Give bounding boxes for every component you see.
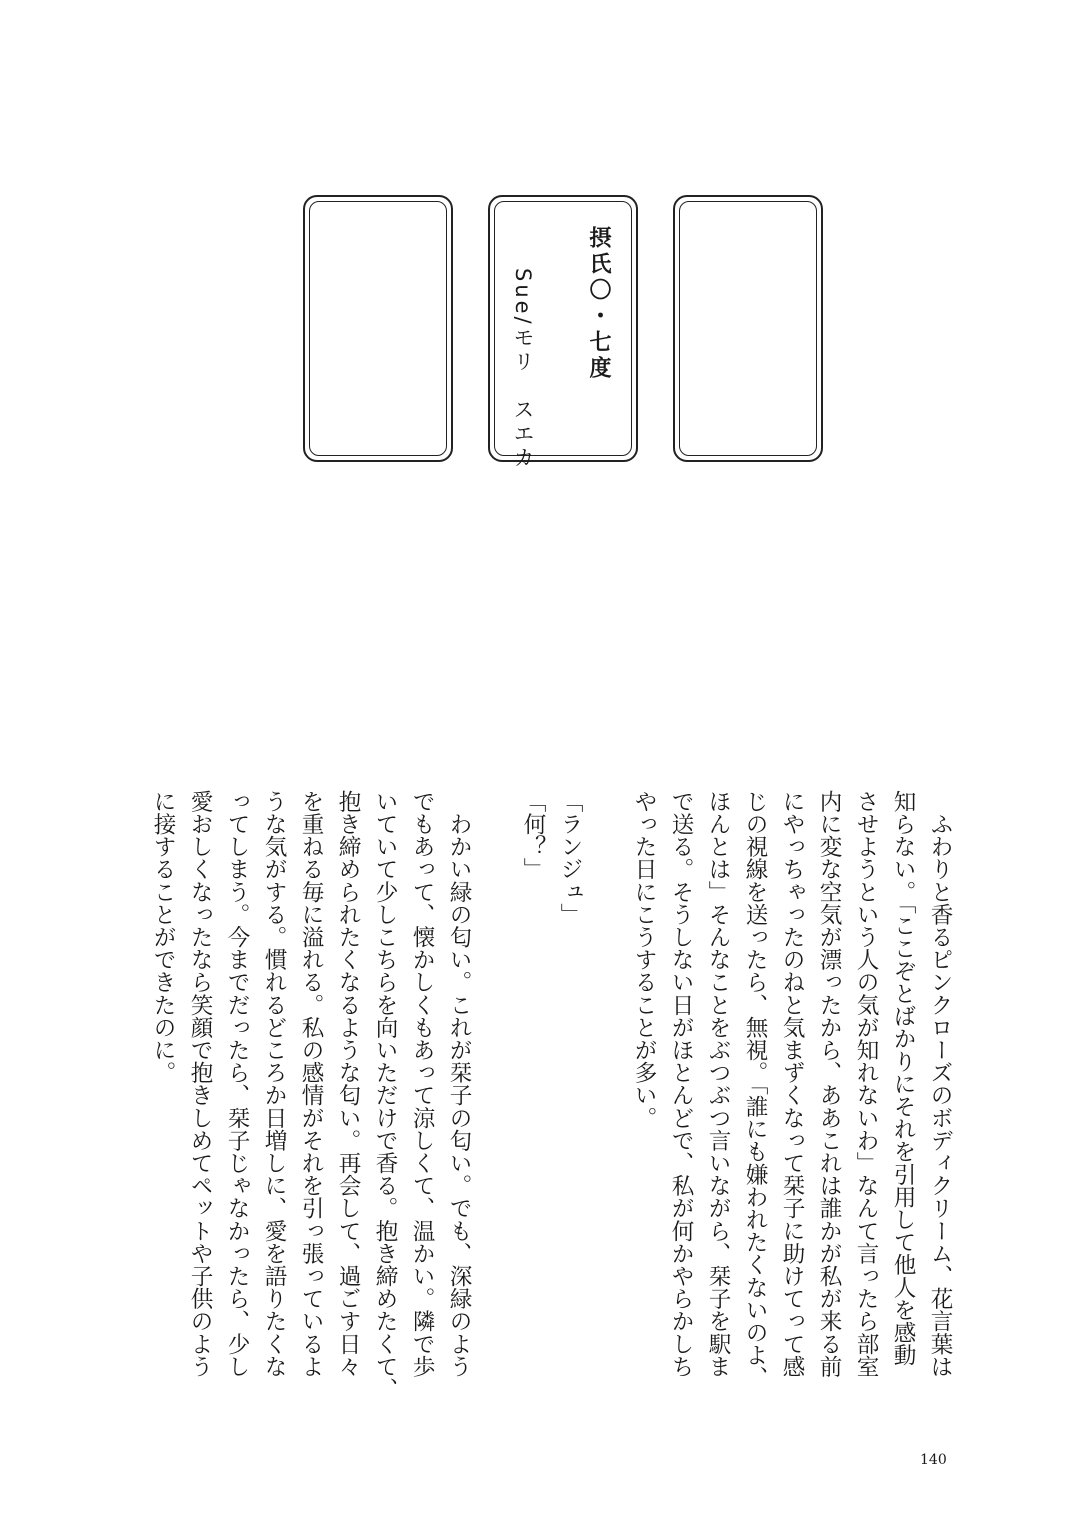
text-column: 抱き締められたくなるような匂い。再会して、過ごす日々: [335, 790, 361, 1378]
text-column: ふわりと香るピンクローズのボディクリーム、花言葉は: [927, 790, 953, 1378]
text-column: ほんとは」そんなことをぶつぶつ言いながら、栞子を駅ま: [705, 790, 731, 1378]
text-column: でもあって、懐かしくもあって涼しくて、温かい。隣で歩: [409, 790, 435, 1378]
text-column: 知らない。「ここぞとばかりにそれを引用して他人を感動: [890, 790, 916, 1367]
text-column: を重ねる毎に溢れる。私の感情がそれを引っ張っているよ: [298, 790, 324, 1378]
text-column: ってしまう。今までだったら、栞子じゃなかったら、少し: [224, 790, 250, 1378]
text-column: [588, 790, 625, 1410]
story-body: [144, 790, 958, 1410]
page-number: 140: [920, 1452, 947, 1468]
text-column: [477, 790, 514, 1410]
text-column: いていて少しこちらを向いただけで香る。抱き締めたくて、: [372, 790, 398, 1401]
text-column: うな気がする。慣れるどころか日増しに、愛を語りたくな: [261, 790, 287, 1378]
text-column: 愛おしくなったなら笑顔で抱きしめてペットや子供のよう: [187, 790, 213, 1378]
empty-frame-right: [673, 195, 823, 462]
text-column: させようという人の気が知れないわ」なんて言ったら部室: [853, 790, 879, 1378]
text-column: で送る。そうしない日がほとんどで、私が何かやらかしち: [668, 790, 694, 1378]
text-column: じの視線を送ったら、無視。「誰にも嫌われたくないのよ、: [742, 790, 768, 1389]
author-name: Sue/モリ スエカ: [511, 268, 535, 471]
empty-frame-left: [303, 195, 453, 462]
text-column: わかい緑の匂い。これが栞子の匂い。でも、深緑のよう: [446, 790, 472, 1378]
text-column: 内に変な空気が漂ったから、ああこれは誰かが私が来る前: [816, 790, 842, 1378]
text-column: 「ランジュ」: [557, 790, 583, 926]
text-column: やった日にこうすることが多い。: [631, 790, 657, 1129]
text-column: にやっちゃったのねと気まずくなって栞子に助けてって感: [779, 790, 805, 1378]
text-column: に接することができたのに。: [150, 790, 176, 1084]
text-column: 「何？」: [520, 790, 546, 881]
story-title: 摂氏〇・七度: [586, 226, 611, 382]
